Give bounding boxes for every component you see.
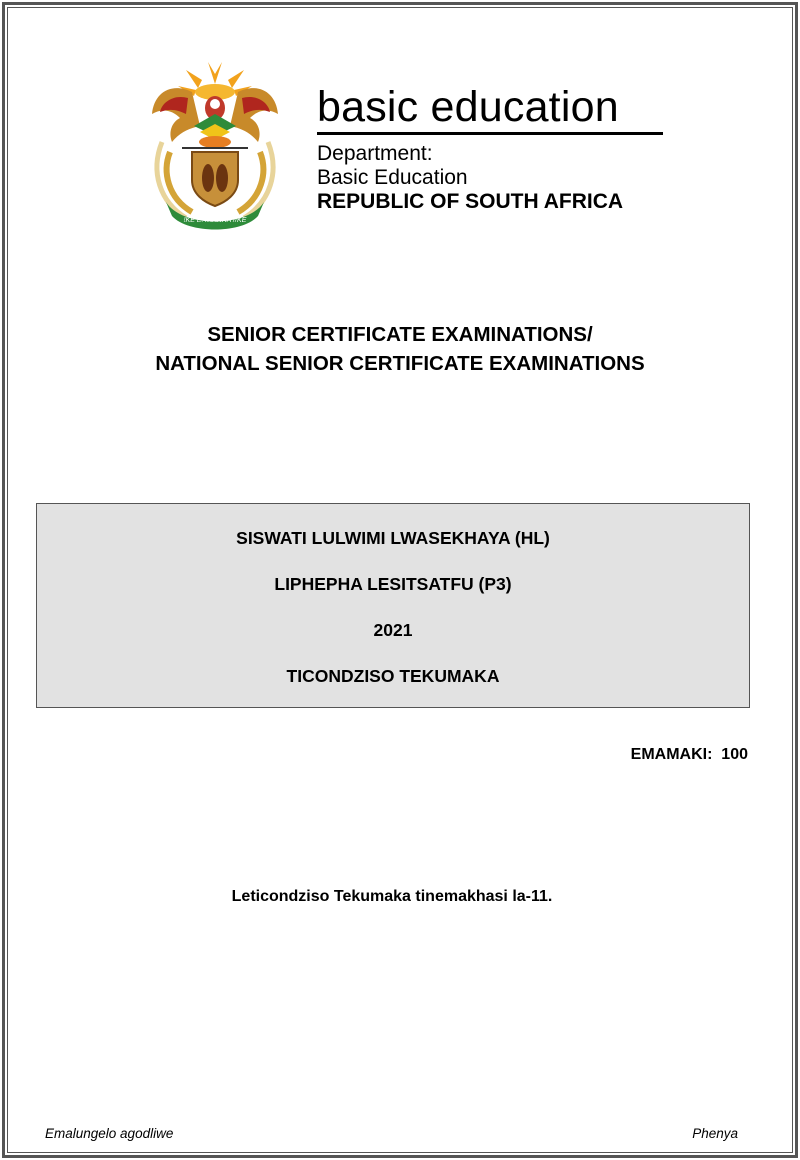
turn-over-note: Phenya — [692, 1126, 738, 1141]
copyright-notice: Emalungelo agodliwe — [45, 1126, 174, 1141]
paper-name: LIPHEPHA LESITSATFU (P3) — [274, 574, 512, 594]
document-type: TICONDZISO TEKUMAKA — [286, 666, 500, 686]
department-branding — [317, 84, 667, 214]
exam-title-line1: SENIOR CERTIFICATE EXAMINATIONS/ — [207, 323, 593, 346]
exam-year: 2021 — [373, 620, 413, 640]
coat-of-arms-icon — [142, 52, 288, 232]
coat-of-arms-logo — [142, 52, 288, 232]
department-name: Basic Education — [317, 166, 468, 189]
page-count-note: Leticondziso Tekumaka tinemakhasi la-11. — [231, 888, 553, 905]
exam-title-line2: NATIONAL SENIOR CERTIFICATE EXAMINATIONS — [155, 352, 645, 375]
subject-info-box — [36, 503, 750, 708]
country-name: REPUBLIC OF SOUTH AFRICA — [317, 190, 624, 213]
subject-name: SISWATI LULWIMI LWASEKHAYA (HL) — [236, 528, 550, 548]
brand-divider — [317, 132, 663, 135]
department-label: Department: — [317, 142, 433, 165]
brand-title: basic education — [317, 83, 619, 131]
total-marks: EMAMAKI: 100 — [630, 746, 748, 763]
exam-title — [0, 320, 800, 378]
motto-text: !KE E: /XARRA //KE — [183, 217, 247, 224]
